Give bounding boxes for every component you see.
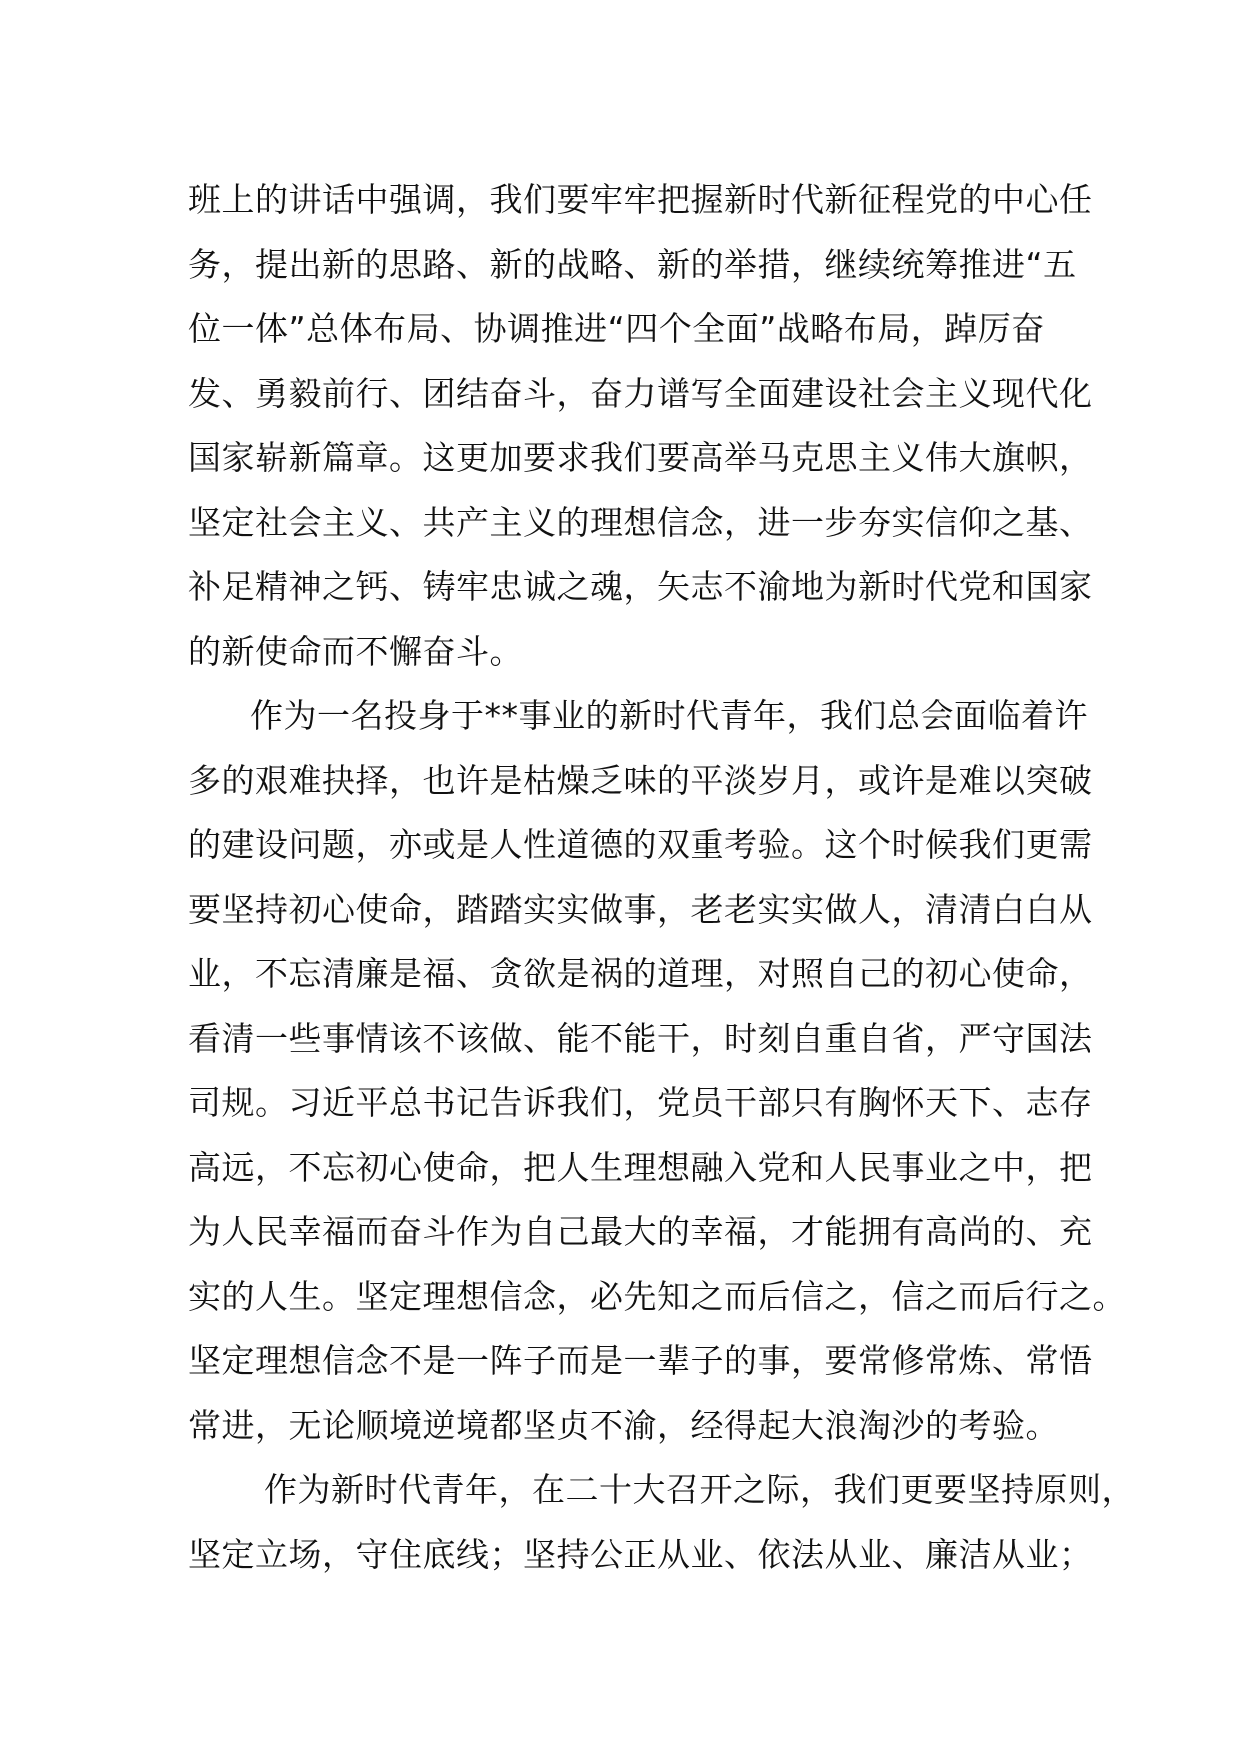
text-line: 发、勇毅前行、团结奋斗，奋力谱写全面建设社会主义现代化: [188, 373, 1093, 413]
paragraph-3: [188, 1458, 1135, 1587]
text-line: 的建设问题，亦或是人性道德的双重考验。这个时候我们更需: [188, 825, 1093, 864]
text-line: 补足精神之钙、铸牢忠诚之魂，矢志不渝地为新时代党和国家: [188, 567, 1093, 606]
text-line: 位一体”总体布局、协调推进“四个全面”战略布局，踔厉奋: [188, 309, 1045, 348]
text-line: 班上的讲话中强调，我们要牢牢把握新时代新征程党的中心任: [188, 180, 1093, 219]
text-line: 的新使命而不懈奋斗。: [188, 631, 523, 671]
text-line: 国家崭新篇章。这更加要求我们要高举马克思主义伟大旗帜，: [188, 438, 1093, 477]
text-line: 高远，不忘初心使命，把人生理想融入党和人民事业之中，把: [188, 1147, 1093, 1187]
text-line: 为人民幸福而奋斗作为自己最大的幸福，才能拥有高尚的、充: [188, 1212, 1093, 1251]
paragraph-1: [188, 168, 1093, 684]
text-line: 多的艰难抉择，也许是枯燥乏味的平淡岁月，或许是难以突破: [188, 760, 1093, 800]
text-line: 坚定社会主义、共产主义的理想信念，进一步夯实信仰之基、: [188, 502, 1093, 542]
text-line: 作为一名投身于**事业的新时代青年，我们总会面临着许: [250, 696, 1088, 735]
paragraph-2: [188, 684, 1126, 1458]
text-line: 业，不忘清廉是福、贪欲是祸的道理，对照自己的初心使命，: [188, 954, 1093, 993]
text-line: 作为新时代青年，在二十大召开之际，我们更要坚持原则，: [264, 1470, 1135, 1509]
text-line: 司规。习近平总书记告诉我们，党员干部只有胸怀天下、志存: [188, 1083, 1093, 1122]
text-line: 要坚持初心使命，踏踏实实做事，老老实实做人，清清白白从: [188, 889, 1093, 929]
text-line: 常进，无论顺境逆境都坚贞不渝，经得起大浪淘沙的考验。: [188, 1405, 1059, 1445]
text-line: 坚定立场，守住底线；坚持公正从业、依法从业、廉洁从业；: [188, 1534, 1093, 1574]
text-line: 实的人生。坚定理想信念，必先知之而后信之，信之而后行之。: [188, 1276, 1126, 1316]
text-line: 务，提出新的思路、新的战略、新的举措，继续统筹推进“五: [188, 244, 1077, 284]
text-line: 坚定理想信念不是一阵子而是一辈子的事，要常修常炼、常悟: [188, 1341, 1093, 1380]
document-body: [188, 168, 1135, 1587]
text-line: 看清一些事情该不该做、能不能干，时刻自重自省，严守国法: [188, 1018, 1093, 1058]
